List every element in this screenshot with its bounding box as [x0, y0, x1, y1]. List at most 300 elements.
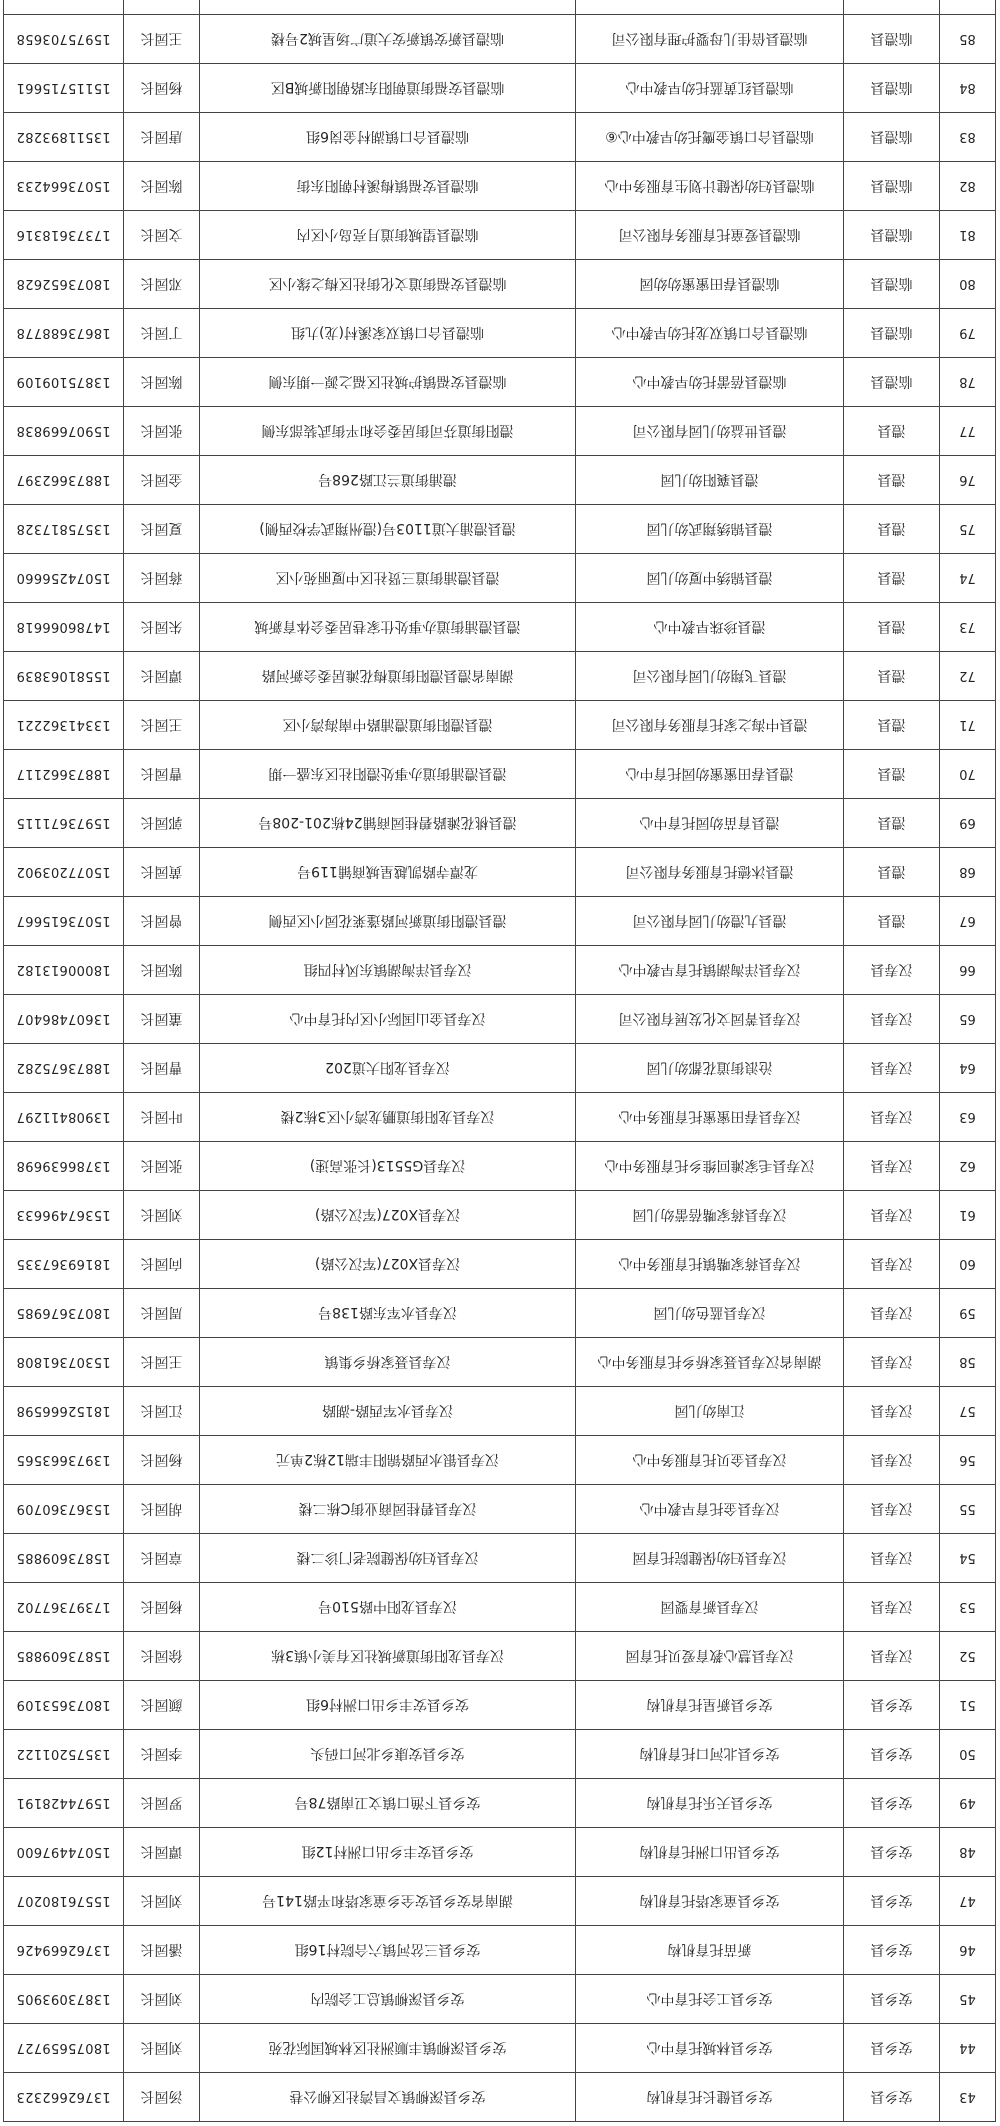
childcare-institution-table: [3, 0, 996, 2122]
address-cell: 临澧县安福镇梅溪村朝阳东街: [200, 162, 576, 211]
institution-name-cell: 汉寿县妇幼保健院托育园: [576, 1534, 844, 1583]
phone-number-cell: 15873609885: [4, 1534, 124, 1583]
county-cell: 汉寿县: [844, 1583, 940, 1632]
contact-person-cell: 王园长: [124, 15, 200, 64]
contact-person-cell: 王园长: [124, 1338, 200, 1387]
address-cell: 临澧县合口镇湖村金岗6组: [200, 113, 576, 162]
address-cell: 澧县澧浦街道办事处仕家巷居委会体育新城: [200, 603, 576, 652]
institution-name-cell: 汉寿县新育婴园: [576, 1583, 844, 1632]
contact-person-cell: 曹园长: [124, 750, 200, 799]
row-number: 82: [940, 162, 996, 211]
county-cell: 安乡县: [844, 1779, 940, 1828]
contact-person-cell: 章园长: [124, 1534, 200, 1583]
row-number: 59: [940, 1289, 996, 1338]
row-number: 80: [940, 260, 996, 309]
table-row: [4, 1485, 996, 1534]
institution-name-cell: 安乡县健长托育机构: [576, 2073, 844, 2122]
county-cell: 临澧县: [844, 309, 940, 358]
phone-number-cell: 15073615667: [4, 897, 124, 946]
phone-number-cell: 13786639698: [4, 1142, 124, 1191]
contact-person-cell: 周园长: [124, 1289, 200, 1338]
row-number: 67: [940, 897, 996, 946]
county-cell: 安乡县: [844, 1681, 940, 1730]
row-number: 48: [940, 1828, 996, 1877]
table-row: [4, 701, 996, 750]
institution-name-cell: 安乡县出口洲托育机构: [576, 1828, 844, 1877]
address-cell: 安乡县深柳镇总工会院内: [200, 1975, 576, 2024]
address-cell: 临澧县望城街道月亮岛小区内: [200, 211, 576, 260]
phone-number-cell: 13575201122: [4, 1730, 124, 1779]
table-row: [4, 1240, 996, 1289]
phone-number-cell: 15576180207: [4, 1877, 124, 1926]
county-cell: 汉寿县: [844, 1485, 940, 1534]
county-cell: 澧县: [844, 407, 940, 456]
phone-number-cell: 18075659727: [4, 2024, 124, 2073]
institution-name-cell: 安乡县北河口托育机构: [576, 1730, 844, 1779]
contact-person-cell: 陈园长: [124, 358, 200, 407]
phone-number-cell: 18073652628: [4, 260, 124, 309]
phone-number-cell: 18073676985: [4, 1289, 124, 1338]
county-cell: 临澧县: [844, 211, 940, 260]
contact-person-cell: 谭园长: [124, 1828, 200, 1877]
row-number: 70: [940, 750, 996, 799]
county-cell: 澧县: [844, 554, 940, 603]
table-row: [4, 995, 996, 1044]
table-row: [4, 113, 996, 162]
institution-name-cell: 临澧县合口镇金鹰托幼早教中心⑥: [576, 113, 844, 162]
county-cell: 安乡县: [844, 1877, 940, 1926]
table-row: [4, 1975, 996, 2024]
row-number: [940, 0, 996, 15]
county-cell: 安乡县: [844, 1730, 940, 1779]
table-row: [4, 848, 996, 897]
table-row: [4, 1142, 996, 1191]
contact-person-cell: 董园长: [124, 995, 200, 1044]
address-cell: 汉寿县龙阳街道鹏龙湾小区3栋2楼: [200, 1093, 576, 1142]
phone-number-cell: 15077203902: [4, 848, 124, 897]
row-number: 43: [940, 2073, 996, 2122]
institution-name-cell: 临澧县倍佳儿母婴护理有限公司: [576, 15, 844, 64]
phone-number-cell: 18073653109: [4, 1681, 124, 1730]
row-number: 53: [940, 1583, 996, 1632]
phone-number-cell: 15074256660: [4, 554, 124, 603]
institution-name-cell: 汉寿县毛家滩回维乡托育服务中心: [576, 1142, 844, 1191]
address-cell: 安乡县三岔河镇六合院村16组: [200, 1926, 576, 1975]
contact-person-cell: 刘园长: [124, 1191, 200, 1240]
address-cell: 汉寿县金山国际小区内托育中心: [200, 995, 576, 1044]
table-row: [4, 1191, 996, 1240]
address-cell: 安乡县安丰乡出口洲村6组: [200, 1681, 576, 1730]
table-row: [4, 652, 996, 701]
address-cell: 临澧县合口镇双家溪村(龙)九组: [200, 309, 576, 358]
row-number: 55: [940, 1485, 996, 1534]
institution-name-cell: 澧县锦绣中厦幼儿园: [576, 554, 844, 603]
phone-number-cell: 15974428191: [4, 1779, 124, 1828]
institution-name-cell: 澧县九澧幼儿园有限公司: [576, 897, 844, 946]
county-cell: 临澧县: [844, 260, 940, 309]
contact-person-cell: 汤园长: [124, 2073, 200, 2122]
address-cell: 临澧县新安镇新安大道广场星城2号楼: [200, 15, 576, 64]
county-cell: [844, 0, 940, 15]
address-cell: 汉寿县G5513(长张高速): [200, 1142, 576, 1191]
county-cell: 汉寿县: [844, 1093, 940, 1142]
table-row: [4, 946, 996, 995]
address-cell: 汉寿县妇幼保健院老门诊二楼: [200, 1534, 576, 1583]
institution-name-cell: 汉寿县蒋家嘴蓓蕾幼儿园: [576, 1191, 844, 1240]
address-cell: 汉寿县洋淘湖镇东风村四组: [200, 946, 576, 995]
contact-person-cell: 夏园长: [124, 505, 200, 554]
phone-number-cell: 18152666598: [4, 1387, 124, 1436]
institution-name-cell: 汉寿县春田蜜蜜托育服务中心: [576, 1093, 844, 1142]
address-cell: 安乡县安丰乡出口洲村12组: [200, 1828, 576, 1877]
institution-name-cell: 澧县世益幼儿园有限公司: [576, 407, 844, 456]
phone-number-cell: 13575817328: [4, 505, 124, 554]
contact-person-cell: 颜园长: [124, 1681, 200, 1730]
institution-name-cell: 澧县飞翔幼儿园有限公司: [576, 652, 844, 701]
county-cell: 汉寿县: [844, 1387, 940, 1436]
institution-name-cell: 汉寿县蓝色幼儿园: [576, 1289, 844, 1338]
address-cell: 湖南省澧县澧阳街道梅花滩居委会新河路: [200, 652, 576, 701]
row-number: 50: [940, 1730, 996, 1779]
contact-person-cell: 曾园长: [124, 897, 200, 946]
address-cell: 汉寿县X027(军汉公路): [200, 1191, 576, 1240]
county-cell: 汉寿县: [844, 1191, 940, 1240]
contact-person-cell: 朱园长: [124, 603, 200, 652]
county-cell: 汉寿县: [844, 1289, 940, 1338]
institution-name-cell: 安乡县林城托育中心: [576, 2024, 844, 2073]
institution-name-cell: 汉寿县金贝托育服务中心: [576, 1436, 844, 1485]
address-cell: 澧县澧浦街道三贤社区中厦丽苑小区: [200, 554, 576, 603]
table-row: [4, 1828, 996, 1877]
county-cell: 临澧县: [844, 15, 940, 64]
phone-number-cell: 18873662117: [4, 750, 124, 799]
institution-name-cell: 澧县锦绣翔武幼儿园: [576, 505, 844, 554]
contact-person-cell: 金园长: [124, 456, 200, 505]
address-cell: 临澧县安福街道朝阳东路朝阳新城B区: [200, 64, 576, 113]
address-cell: 汉寿县龙阳大道202: [200, 1044, 576, 1093]
county-cell: 安乡县: [844, 1926, 940, 1975]
phone-number-cell: 15074497600: [4, 1828, 124, 1877]
row-number: 62: [940, 1142, 996, 1191]
institution-name-cell: 澧县春田蜜蜜幼园托育中心: [576, 750, 844, 799]
county-cell: 澧县: [844, 701, 940, 750]
institution-name-cell: 澧县育苗幼园托育中心: [576, 799, 844, 848]
table-row: [4, 554, 996, 603]
row-number: 75: [940, 505, 996, 554]
address-cell: 临澧县安福街道文化街社区梅之缘小区: [200, 260, 576, 309]
table-row: [4, 456, 996, 505]
address-cell: 汉寿县碧桂园商业街C栋二楼: [200, 1485, 576, 1534]
contact-person-cell: 刘园长: [124, 1877, 200, 1926]
address-cell: 安乡县深柳镇丰顺洲社区林城国际花苑: [200, 2024, 576, 2073]
institution-name-cell: 湖南省汉寿县聂家桥乡托育服务中心: [576, 1338, 844, 1387]
institution-name-cell: 临澧县红黄蓝托幼早教中心: [576, 64, 844, 113]
county-cell: 澧县: [844, 799, 940, 848]
table-row: [4, 1534, 996, 1583]
address-cell: 临澧县安福镇护城社区福之源一期东侧: [200, 358, 576, 407]
row-number: 66: [940, 946, 996, 995]
table-row: [4, 309, 996, 358]
address-cell: 龙潭寺路凯越星城商铺119号: [200, 848, 576, 897]
table-row: [4, 1338, 996, 1387]
table-row: [4, 64, 996, 113]
county-cell: 汉寿县: [844, 1436, 940, 1485]
phone-number-cell: [4, 0, 124, 15]
contact-person-cell: 文园长: [124, 211, 200, 260]
county-cell: 临澧县: [844, 64, 940, 113]
institution-name-cell: 安乡县童家塔托育机构: [576, 1877, 844, 1926]
county-cell: 汉寿县: [844, 1534, 940, 1583]
contact-person-cell: 张园长: [124, 407, 200, 456]
institution-name-cell: 安乡县新星托育机构: [576, 1681, 844, 1730]
table-row: [4, 1681, 996, 1730]
table-row: [4, 1387, 996, 1436]
county-cell: 汉寿县: [844, 1338, 940, 1387]
row-number: 73: [940, 603, 996, 652]
address-cell: 汉寿县水军西路-湖路: [200, 1387, 576, 1436]
contact-person-cell: 刘园长: [124, 2024, 200, 2073]
county-cell: 澧县: [844, 603, 940, 652]
institution-name-cell: 汉寿县慧心教育爱贝托育园: [576, 1632, 844, 1681]
county-cell: 安乡县: [844, 2073, 940, 2122]
table-row: [4, 211, 996, 260]
institution-name-cell: 澧县珍珠早教中心: [576, 603, 844, 652]
phone-number-cell: 15975703658: [4, 15, 124, 64]
contact-person-cell: 向园长: [124, 1240, 200, 1289]
row-number: 45: [940, 1975, 996, 2024]
row-number: 84: [940, 64, 996, 113]
address-cell: 澧县澧阳街道新河路蓬莱花园小区西侧: [200, 897, 576, 946]
contact-person-cell: 陈园长: [124, 162, 200, 211]
row-number: 51: [940, 1681, 996, 1730]
address-cell: 汉寿县龙阳中路510号: [200, 1583, 576, 1632]
county-cell: 汉寿县: [844, 1142, 940, 1191]
contact-person-cell: 王园长: [124, 701, 200, 750]
phone-number-cell: 17373618316: [4, 211, 124, 260]
table-row: [4, 1730, 996, 1779]
phone-number-cell: 15907669838: [4, 407, 124, 456]
row-number: 61: [940, 1191, 996, 1240]
institution-name-cell: 澧县襄阳幼儿园: [576, 456, 844, 505]
institution-name-cell: 汉寿县洋淘湖镇托育早教中心: [576, 946, 844, 995]
row-number: 71: [940, 701, 996, 750]
table-row: [4, 0, 996, 15]
phone-number-cell: 13973663565: [4, 1436, 124, 1485]
row-number: 49: [940, 1779, 996, 1828]
phone-number-cell: 15307361808: [4, 1338, 124, 1387]
table-row: [4, 799, 996, 848]
address-cell: 安乡县安康乡北河口码头: [200, 1730, 576, 1779]
row-number: 77: [940, 407, 996, 456]
contact-person-cell: 郭园长: [124, 799, 200, 848]
address-cell: 安乡县下渔口镇文卫南路78号: [200, 1779, 576, 1828]
phone-number-cell: 15367496633: [4, 1191, 124, 1240]
phone-number-cell: 15581063839: [4, 652, 124, 701]
county-cell: 安乡县: [844, 1828, 940, 1877]
phone-number-cell: 15073664233: [4, 162, 124, 211]
institution-name-cell: 新苗托育机构: [576, 1926, 844, 1975]
phone-number-cell: 13762669426: [4, 1926, 124, 1975]
contact-person-cell: 潘园长: [124, 1926, 200, 1975]
row-number: 58: [940, 1338, 996, 1387]
table-row: [4, 1926, 996, 1975]
contact-person-cell: 邓园长: [124, 260, 200, 309]
phone-number-cell: 15115715661: [4, 64, 124, 113]
phone-number-cell: 13762662323: [4, 2073, 124, 2122]
phone-number-cell: 13607486407: [4, 995, 124, 1044]
address-cell: 澧阳街道芬司街居委会和平街武装部东侧: [200, 407, 576, 456]
table-row: [4, 1877, 996, 1926]
row-number: 60: [940, 1240, 996, 1289]
contact-person-cell: 丁园长: [124, 309, 200, 358]
contact-person-cell: 李园长: [124, 1730, 200, 1779]
table-row: [4, 603, 996, 652]
row-number: 79: [940, 309, 996, 358]
contact-person-cell: [124, 0, 200, 15]
county-cell: 澧县: [844, 848, 940, 897]
table-row: [4, 407, 996, 456]
address-cell: 澧县澧浦街道办事处澧阳社区东盛一期: [200, 750, 576, 799]
county-cell: 澧县: [844, 897, 940, 946]
institution-name-cell: 临澧县爱童托育服务有限公司: [576, 211, 844, 260]
table-row: [4, 1289, 996, 1338]
county-cell: 汉寿县: [844, 995, 940, 1044]
table-row: [4, 1093, 996, 1142]
phone-number-cell: 13875109109: [4, 358, 124, 407]
table-row: [4, 260, 996, 309]
table-row: [4, 897, 996, 946]
phone-number-cell: 18873662397: [4, 456, 124, 505]
table-row: [4, 1436, 996, 1485]
contact-person-cell: 张园长: [124, 1142, 200, 1191]
row-number: 47: [940, 1877, 996, 1926]
row-number: 57: [940, 1387, 996, 1436]
table-row: [4, 1583, 996, 1632]
institution-name-cell: [576, 0, 844, 15]
row-number: 65: [940, 995, 996, 1044]
phone-number-cell: 14786066618: [4, 603, 124, 652]
county-cell: 临澧县: [844, 358, 940, 407]
table-row: [4, 1632, 996, 1681]
institution-name-cell: 临澧县合口镇双龙托幼早教中心: [576, 309, 844, 358]
institution-name-cell: 安乡县天乐托育机构: [576, 1779, 844, 1828]
address-cell: 澧县桃花滩路碧桂园商铺24栋201-208号: [200, 799, 576, 848]
institution-name-cell: 汉寿县菁园文化发展有限公司: [576, 995, 844, 1044]
county-cell: 临澧县: [844, 162, 940, 211]
table-row: [4, 1044, 996, 1093]
county-cell: 汉寿县: [844, 1240, 940, 1289]
institution-name-cell: 沧浪街道花都幼儿园: [576, 1044, 844, 1093]
address-cell: 汉寿县聂家桥乡集镇: [200, 1338, 576, 1387]
institution-name-cell: 汉寿县蒋家嘴镇托育服务中心: [576, 1240, 844, 1289]
contact-person-cell: 陈园长: [124, 946, 200, 995]
phone-number-cell: 18873675282: [4, 1044, 124, 1093]
table-row: [4, 15, 996, 64]
contact-person-cell: 黄园长: [124, 848, 200, 897]
contact-person-cell: 杨园长: [124, 1436, 200, 1485]
row-number: 68: [940, 848, 996, 897]
institution-name-cell: 安乡县工会托育中心: [576, 1975, 844, 2024]
county-cell: 澧县: [844, 456, 940, 505]
row-number: 85: [940, 15, 996, 64]
phone-number-cell: 15873609885: [4, 1632, 124, 1681]
row-number: 72: [940, 652, 996, 701]
row-number: 52: [940, 1632, 996, 1681]
county-cell: 澧县: [844, 750, 940, 799]
table-row: [4, 2073, 996, 2122]
row-number: 69: [940, 799, 996, 848]
phone-number-cell: 13341362221: [4, 701, 124, 750]
phone-number-cell: 13908411297: [4, 1093, 124, 1142]
contact-person-cell: 蒋园长: [124, 554, 200, 603]
address-cell: 安乡县深柳镇文昌湾社区柳公巷: [200, 2073, 576, 2122]
county-cell: 临澧县: [844, 113, 940, 162]
county-cell: 安乡县: [844, 1975, 940, 2024]
row-number: 44: [940, 2024, 996, 2073]
contact-person-cell: 江园长: [124, 1387, 200, 1436]
phone-number-cell: 15973671115: [4, 799, 124, 848]
county-cell: 汉寿县: [844, 1632, 940, 1681]
address-cell: [200, 0, 576, 15]
row-number: 56: [940, 1436, 996, 1485]
table-row: [4, 505, 996, 554]
contact-person-cell: 罗园长: [124, 1779, 200, 1828]
table-body: [4, 0, 996, 2122]
phone-number-cell: 13511893282: [4, 113, 124, 162]
address-cell: 汉寿县龙阳街道新城社区有美小镇3栋: [200, 1632, 576, 1681]
institution-name-cell: 澧县沐德托育服务有限公司: [576, 848, 844, 897]
contact-person-cell: 胡园长: [124, 1485, 200, 1534]
phone-number-cell: 17397367702: [4, 1583, 124, 1632]
institution-name-cell: 澧县中海之家托育服务有限公司: [576, 701, 844, 750]
county-cell: 汉寿县: [844, 1044, 940, 1093]
contact-person-cell: 杨园长: [124, 64, 200, 113]
table-row: [4, 750, 996, 799]
county-cell: 汉寿县: [844, 946, 940, 995]
contact-person-cell: 唐园长: [124, 113, 200, 162]
county-cell: 澧县: [844, 652, 940, 701]
row-number: 83: [940, 113, 996, 162]
phone-number-cell: 18169367335: [4, 1240, 124, 1289]
contact-person-cell: 刘园长: [124, 1975, 200, 2024]
row-number: 78: [940, 358, 996, 407]
row-number: 63: [940, 1093, 996, 1142]
institution-name-cell: 汉寿县金托育早教中心: [576, 1485, 844, 1534]
contact-person-cell: 曹园长: [124, 1044, 200, 1093]
row-number: 46: [940, 1926, 996, 1975]
address-cell: 湖南省安乡县安全乡童家塔和平路141号: [200, 1877, 576, 1926]
institution-name-cell: 江南幼儿园: [576, 1387, 844, 1436]
contact-person-cell: 杨园长: [124, 1583, 200, 1632]
contact-person-cell: 徐园长: [124, 1632, 200, 1681]
row-number: 74: [940, 554, 996, 603]
phone-number-cell: 18000613182: [4, 946, 124, 995]
row-number: 54: [940, 1534, 996, 1583]
contact-person-cell: 叶园长: [124, 1093, 200, 1142]
phone-number-cell: 18673688778: [4, 309, 124, 358]
phone-number-cell: 13873093905: [4, 1975, 124, 2024]
address-cell: 汉寿县水军东路138号: [200, 1289, 576, 1338]
table-row: [4, 358, 996, 407]
phone-number-cell: 15367360709: [4, 1485, 124, 1534]
institution-name-cell: 临澧县春田蜜蜜幼幼园: [576, 260, 844, 309]
row-number: 76: [940, 456, 996, 505]
row-number: 81: [940, 211, 996, 260]
row-number: 64: [940, 1044, 996, 1093]
contact-person-cell: 谭园长: [124, 652, 200, 701]
county-cell: 安乡县: [844, 2024, 940, 2073]
table-row: [4, 162, 996, 211]
